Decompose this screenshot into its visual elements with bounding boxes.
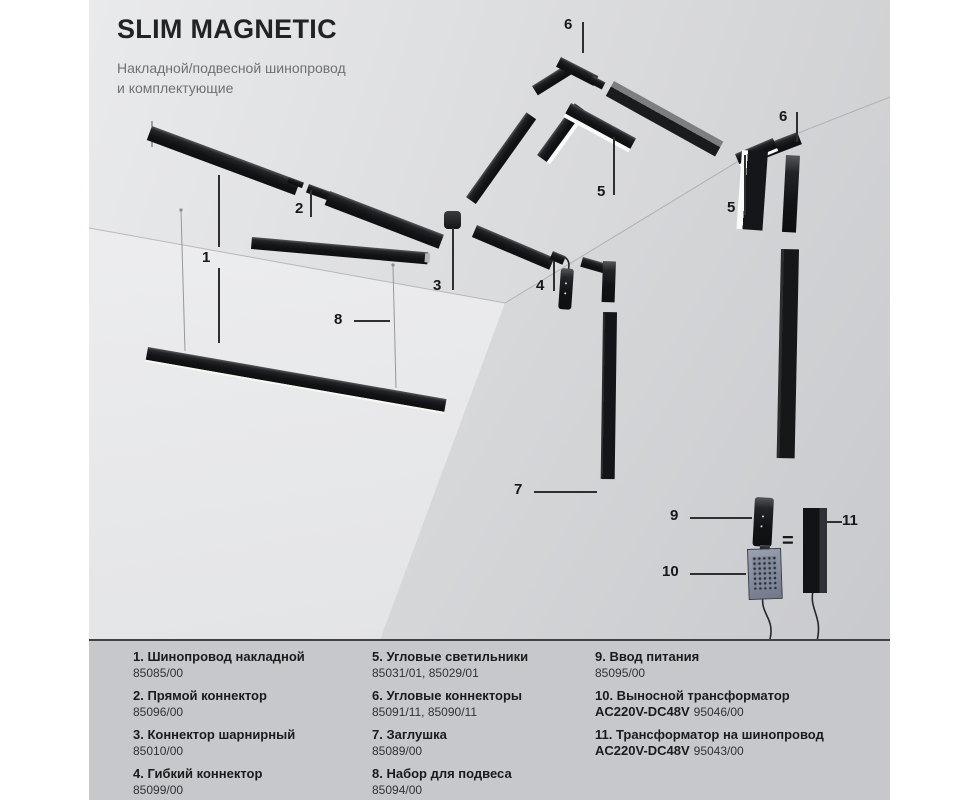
- legend-item-name: 7. Заглушка: [372, 727, 447, 742]
- leader-line-8: [354, 320, 390, 322]
- equals-sign: =: [782, 530, 794, 552]
- track-transformer: [803, 508, 827, 593]
- legend-item-name: 3. Коннектор шарнирный: [133, 727, 296, 742]
- pin-dot: [564, 292, 566, 294]
- legend-column-1: [133, 649, 305, 800]
- leader-line-5: [613, 137, 615, 195]
- leader-line-2: [310, 190, 312, 217]
- legend-item: [133, 688, 305, 720]
- legend-item-name: 6. Угловые коннекторы: [372, 688, 522, 703]
- legend-item: [133, 766, 305, 798]
- legend-item: [133, 727, 305, 759]
- legend-item-code: 85089/00: [372, 744, 423, 758]
- legend-item-name: 2. Прямой коннектор: [133, 688, 267, 703]
- header: [117, 14, 346, 98]
- legend-item-code: 85085/00: [133, 666, 184, 680]
- callout-11: 11: [842, 512, 858, 529]
- callout-5-center: 5: [597, 183, 606, 200]
- legend-item: [372, 649, 528, 681]
- subtitle-line-1: Накладной/подвесной шинопровод: [117, 60, 346, 76]
- legend-item-code: 85096/00: [133, 705, 184, 719]
- subtitle-line-2: и комплектующие: [117, 80, 234, 96]
- pin-dot: [565, 282, 567, 284]
- leader-line-9: [690, 517, 752, 519]
- leader-line-10: [690, 573, 746, 575]
- callout-2: 2: [295, 200, 304, 217]
- legend-item-code: 85095/00: [595, 666, 646, 680]
- callout-3: 3: [433, 277, 442, 294]
- leader-line-7: [534, 491, 597, 493]
- legend-item-code: AC220V-DC48V 95043/00: [595, 743, 744, 758]
- legend-column-2: [372, 649, 528, 800]
- leader-line-4: [553, 261, 555, 291]
- legend-item: [372, 766, 528, 798]
- track-end-cap: [424, 253, 430, 262]
- legend-item-code: 85099/00: [133, 783, 184, 797]
- legend-item: [595, 688, 824, 720]
- legend-item-code: 85091/11, 85090/11: [372, 705, 477, 719]
- corner-connector-arm: [602, 261, 616, 302]
- leader-line-1: [218, 268, 220, 343]
- external-transformer: [747, 548, 783, 600]
- legend: [89, 641, 890, 800]
- callout-6-right: 6: [779, 108, 788, 125]
- leader-line-5-right: [744, 155, 746, 215]
- page-title: SLIM MAGNETIC: [117, 14, 337, 44]
- legend-item: [595, 649, 824, 681]
- legend-item-code: 85031/01, 85029/01: [372, 666, 479, 680]
- leader-line-11: [827, 521, 842, 523]
- callout-1: 1: [202, 249, 211, 266]
- callout-5-right: 5: [727, 199, 736, 216]
- legend-item: [372, 727, 528, 759]
- power-input: [752, 497, 774, 547]
- legend-item: [595, 727, 824, 759]
- corner-luminaire-arm: [736, 150, 767, 231]
- callout-9: 9: [670, 507, 679, 524]
- legend-column-3: [595, 649, 824, 766]
- legend-item-code: 85010/00: [133, 744, 184, 758]
- legend-item-code: AC220V-DC48V 95046/00: [595, 704, 744, 719]
- callout-4: 4: [536, 277, 545, 294]
- pin-dot: [762, 515, 764, 517]
- leader-line-6-right: [796, 112, 798, 142]
- callout-6-top: 6: [564, 16, 573, 33]
- legend-item-name: 8. Набор для подвеса: [372, 766, 512, 781]
- callout-7: 7: [514, 481, 523, 498]
- transformer-vents: [752, 556, 777, 590]
- page-subtitle: [117, 58, 346, 98]
- legend-item-name: 9. Ввод питания: [595, 649, 700, 664]
- legend-item: [133, 649, 305, 681]
- legend-item-name: 11. Трансформатор на шинопровод: [595, 727, 824, 742]
- legend-item-name: 10. Выносной трансформатор: [595, 688, 790, 703]
- leader-line-1: [218, 175, 220, 247]
- swivel-connector-cube: [444, 211, 461, 229]
- legend-item: [372, 688, 528, 720]
- legend-item-name: 4. Гибкий коннектор: [133, 766, 263, 781]
- leader-line-6: [582, 22, 584, 53]
- wall-track-with-end-cap: [601, 312, 617, 479]
- legend-item-name: 5. Угловые светильники: [372, 649, 529, 664]
- legend-item-code: 85094/00: [372, 783, 423, 797]
- callout-10: 10: [662, 563, 679, 580]
- pin-dot: [760, 525, 762, 527]
- callout-8: 8: [334, 311, 343, 328]
- legend-item-name: 1. Шинопровод накладной: [133, 649, 305, 664]
- leader-line-3: [452, 228, 454, 290]
